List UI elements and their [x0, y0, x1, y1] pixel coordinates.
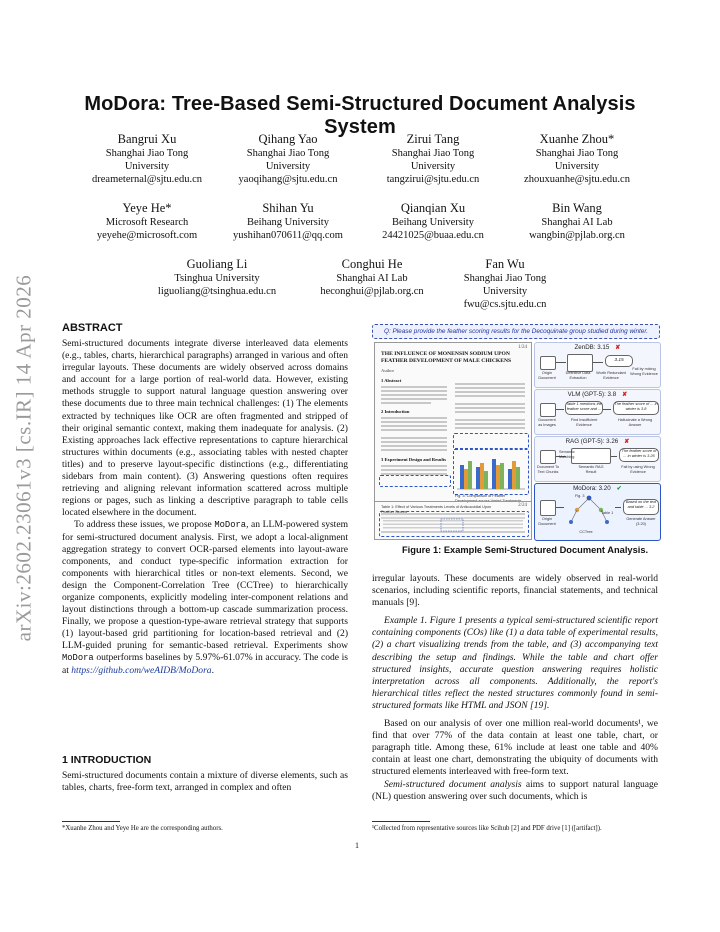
doc-text-line: [381, 429, 447, 431]
step-label: Document as Images: [538, 418, 556, 427]
emphasis-term: Semi-structured document analysis: [384, 778, 522, 790]
evidence-bubble: Table 1 mentions the feather score and ...: [565, 401, 603, 415]
doc-section: 1 Abstract: [381, 378, 402, 383]
doc-text-line: [455, 383, 525, 385]
abstract-heading: ABSTRACT: [62, 322, 123, 334]
author-block: [138, 257, 296, 298]
step-label: Worth Redundant Evidence: [596, 371, 626, 380]
arrow: [611, 456, 617, 457]
doc-page-divider: [375, 501, 531, 502]
document-thumbnail: [374, 342, 532, 540]
paper-title: MoDora: Tree-Based Semi-Structured Document Analysis System: [84, 93, 636, 138]
doc-page-number: 2/24: [518, 503, 527, 508]
answer-bubble: Based on the text and table ... 3.2: [623, 499, 659, 515]
author-email: fwu@cs.sjtu.edu.cn: [463, 299, 547, 310]
doc-text-line: [381, 386, 447, 388]
step-label: Generate Answer (3.20): [626, 517, 656, 526]
author-block: [72, 201, 222, 242]
check-icon: ✔: [616, 485, 622, 492]
author-email: zhouxuanhe@sjtu.edu.cn: [524, 174, 630, 185]
doc-text-line: [381, 421, 447, 423]
arrow: [556, 409, 564, 410]
author-affiliation: Shanghai Jiao Tong: [535, 148, 619, 159]
section-heading-introduction: 1 INTRODUCTION: [62, 754, 152, 766]
author-name: Qianqian Xu: [400, 201, 466, 215]
author-affiliation: Shanghai AI Lab: [336, 273, 408, 284]
code-link[interactable]: https://github.com/weAIDB/MoDora: [71, 664, 212, 676]
right-column-body: [372, 573, 658, 803]
author-block: [368, 132, 498, 186]
doc-text-line: [381, 417, 447, 419]
doc-text-line: [381, 437, 447, 439]
doc-text-line: [381, 445, 447, 447]
step-label: Document To Text Chunks: [536, 465, 560, 474]
panel-title-text: MoDora: 3.20: [573, 485, 611, 492]
doc-text-line: [455, 419, 525, 421]
arrow: [603, 409, 611, 410]
system-name: MoDora: [214, 520, 247, 531]
page-number: 1: [355, 841, 359, 850]
doc-text-line: [455, 423, 525, 425]
step-label: Fail by mixing Wrong Evidence: [630, 367, 658, 376]
panel-vlm: [534, 389, 661, 435]
abstract-text: .: [211, 664, 214, 676]
author-email: 24421025@buaa.edu.cn: [382, 230, 484, 241]
doc-text-line: [381, 469, 447, 471]
answer-bubble: The feather score of ... in winter is 3.8: [613, 401, 659, 415]
author-name: Fan Wu: [485, 257, 525, 271]
figure-question: Q: Please provide the feather scoring results for the Decoquinate group studied during winter.: [372, 324, 660, 339]
step-label: Fail by using Wrong Evidence: [621, 465, 655, 474]
example-paragraph: Example 1. Figure 1 presents a typical semi-structured scientific report containing components (COs) like (1) a data table of experimental results, (2) a chart visualizing trends from the table, and (3) accompanying text describing the setup and findings. While the table and chart offer structured insights, accurate question answering requires holistic interpretation across all components. Additionally, the report's hierarchical titles reflect the nested structures commonly found in semi-structured formats like HTML and JSON [19].: [372, 615, 658, 711]
author-affiliation: University: [124, 161, 170, 172]
doc-title: THE INFLUENCE OF MONENSIN SODIUM UPON FEATHER DEVELOPMENT OF MALE CHICKENS: [381, 351, 512, 364]
author-affiliation: University: [482, 286, 528, 297]
author-name: Conghui He: [341, 257, 403, 271]
step-label: Origin Document: [538, 517, 556, 526]
document-icon: [540, 356, 556, 370]
abstract-paragraph: [62, 519, 348, 676]
doc-text-line: [455, 411, 525, 413]
author-name: Yeye He*: [122, 201, 172, 215]
answer-bubble: The feather score of ... in winter is 3.26: [619, 448, 659, 462]
author-email: tangzirui@sjtu.edu.cn: [386, 174, 480, 185]
tree-icon: [567, 354, 593, 372]
body-paragraph: [372, 779, 658, 803]
panel-rag: [534, 436, 661, 482]
figure-caption: Figure 1: Example Semi-Structured Document Analysis.: [402, 545, 649, 555]
doc-text-line: [455, 403, 525, 405]
panel-modora: [534, 483, 661, 541]
doc-text-line: [455, 387, 525, 389]
node-label: Fig. 3: [575, 494, 585, 498]
author-affiliation: Shanghai Jiao Tong: [463, 273, 547, 284]
author-affiliation: University: [554, 161, 600, 172]
doc-text-line: [381, 465, 447, 467]
panel-title: [535, 344, 660, 351]
doc-text-line: [381, 425, 447, 427]
figure-1: [372, 324, 660, 540]
doc-highlight: [453, 449, 529, 495]
node-label: Table 1: [601, 511, 614, 515]
arrow: [593, 362, 603, 363]
step-label: Find Insufficient Evidence: [570, 418, 598, 427]
retrieval-icon: [571, 448, 611, 464]
doc-figure-caption: Fig. 3: Comparison of Feather Development across Varied Treatments.: [455, 494, 523, 503]
author-affiliation: Beihang University: [392, 217, 474, 228]
doc-text-line: [381, 402, 431, 404]
doc-text-line: [381, 394, 447, 396]
author-block: [358, 201, 508, 242]
doc-text-line: [381, 390, 447, 392]
author-email: heconghui@pjlab.org.cn: [320, 286, 424, 297]
cross-icon: ✘: [624, 438, 630, 445]
step-label: CCTree: [579, 530, 593, 534]
panel-title: [535, 438, 660, 445]
arxiv-stamp: [4, 258, 44, 658]
panel-title-text: RAG (GPT-5): 3.26: [565, 438, 619, 445]
author-name: Xuanhe Zhou*: [539, 132, 615, 146]
author-affiliation: Shanghai Jiao Tong: [246, 148, 330, 159]
intro-body: [62, 770, 348, 794]
doc-text-line: [381, 449, 447, 451]
author-name: Zirui Tang: [406, 132, 460, 146]
abstract-text: outperforms baselines by 5.97%-61.07% in accuracy. The code is at: [62, 652, 348, 676]
footnote-corresponding: *Xuanhe Zhou and Yeye He are the corresponding authors.: [62, 825, 223, 832]
doc-text-line: [381, 398, 447, 400]
doc-text-line: [455, 427, 525, 429]
author-name: Bin Wang: [552, 201, 602, 215]
doc-section: 2 Introduction: [381, 409, 410, 414]
document-icon: [540, 500, 556, 516]
panel-title-text: VLM (GPT-5): 3.8: [567, 391, 617, 398]
author-name: Shihan Yu: [262, 201, 314, 215]
author-block: [223, 132, 353, 186]
cross-icon: ✘: [615, 344, 621, 351]
doc-text-line: [455, 407, 525, 409]
abstract-paragraph: Semi-structured documents integrate diverse interleaved data elements (e.g., tables, charts, hierarchical paragraphs) arranged in various and often irregular layouts. These documents are widely observed across domains and account for a large portion of real-world data. However, existing methods struggle to support natural language question answering over these documents due to three main technical challenges: (1) The elements extracted by techniques like OCR are often fragmented and stripped of their original semantic context, making them inadequate for analysis. (2) Existing approaches lack effective representations to capture hierarchical structures within documents (e.g., associating tables with nested chapter titles) and to preserve layout-specific distinctions (e.g., differentiating sidebars from main content). (3) Answering questions often requires retrieving and aligning relevant information scattered across multiple regions or pages, such as linking a descriptive paragraph to table cells located elsewhere in the document.: [62, 338, 348, 519]
author-block: [440, 257, 570, 311]
author-name: Guoliang Li: [186, 257, 248, 271]
arrow: [615, 507, 621, 508]
intro-paragraph: Semi-structured documents contain a mixture of diverse elements, such as tables, charts, free-form text, arranged in complex and often: [62, 770, 348, 794]
doc-text-line: [381, 441, 447, 443]
body-paragraph: irregular layouts. These documents are widely observed in real-world scenarios, including scientific reports, financial statements, and technical manuals [9].: [372, 573, 658, 609]
body-text: aims to support natural language (NL) question answering over such documents, which is: [372, 778, 658, 802]
author-affiliation: Shanghai Jiao Tong: [391, 148, 475, 159]
doc-highlight: [453, 433, 529, 449]
arxiv-stamp-text: arXiv:2602.23061v3 [cs.IR] 14 Apr 2026: [11, 274, 36, 642]
panel-title: [535, 391, 660, 398]
author-email: wangbin@pjlab.org.cn: [529, 230, 625, 241]
footnote-rule: [372, 821, 430, 822]
doc-text-line: [455, 395, 525, 397]
abstract-body: [62, 338, 348, 677]
panel-title-text: ZenDB: 3.15: [574, 344, 610, 351]
footnote-rule: [62, 821, 120, 822]
author-name: Bangrui Xu: [117, 132, 177, 146]
author-email: dreameternal@sjtu.edu.cn: [92, 174, 202, 185]
author-block: [502, 201, 652, 242]
author-email: yaoqihang@sjtu.edu.cn: [238, 174, 338, 185]
doc-table-caption: Table 1: Effect of Various Treatments Levels of Anticoccidial Upon Feather Scores: [381, 505, 492, 514]
body-paragraph: Based on our analysis of over one million real-world documents¹, we find that over 77% of the data contain at least one table, chart, or paragraph title. Among these, 61% include at least one table and 40% contain at least one chart, demonstrating the ubiquity of documents with structured elements interleaved with free-form text.: [372, 718, 658, 778]
author-block: [512, 132, 642, 186]
author-email: yushihan070611@qq.com: [233, 230, 343, 241]
footnote-data-sources: ¹Collected from representative sources like Scihub [2] and PDF drive [1] ([artifact]).: [372, 825, 602, 832]
author-block: [293, 257, 451, 298]
author-name: Qihang Yao: [258, 132, 318, 146]
author-affiliation: Tsinghua University: [174, 273, 260, 284]
doc-section: 3 Experiment Design and Results: [381, 457, 447, 462]
doc-author: Author: [381, 368, 395, 373]
panel-zendb: [534, 342, 661, 388]
author-block: [213, 201, 363, 242]
image-icon: [540, 403, 556, 417]
doc-table: [381, 513, 525, 533]
author-affiliation: Shanghai AI Lab: [541, 217, 613, 228]
author-affiliation: University: [265, 161, 311, 172]
system-name: MoDora: [62, 653, 94, 664]
author-affiliation: University: [410, 161, 456, 172]
step-label: Semantic RAG Result: [578, 465, 604, 474]
chunks-icon: [540, 450, 556, 464]
step-label: Hallucinate a Wrong Answer: [617, 418, 653, 427]
author-email: liguoliang@tsinghua.edu.cn: [157, 286, 277, 297]
answer-bubble: 3.15: [605, 355, 633, 367]
author-affiliation: Microsoft Research: [105, 217, 189, 228]
cross-icon: ✘: [622, 391, 628, 398]
abstract-text: To address these issues, we propose: [74, 519, 215, 531]
author-affiliation: Beihang University: [247, 217, 329, 228]
arrow: [556, 507, 564, 508]
author-email: yeyehe@microsoft.com: [96, 230, 198, 241]
doc-page-number: 1/24: [518, 345, 527, 350]
arrow: [556, 362, 566, 363]
panel-title: [535, 485, 660, 492]
doc-text-line: [455, 391, 525, 393]
step-label: Semantic Matching: [559, 450, 575, 459]
abstract-text: , an LLM-powered system for semi-structured document analysis. First, we adopt a local-alignment aggregation strategy to convert OCR-parsed elements into layout-aware components, and conduct type-specific information extraction for components with hierarchical titles or non-text elements. Second, we design the Component-Correlation Tree (CCTree) to hierarchically organize components, explicitly modeling inter-component relations and layout distinctions through a bottom-up cascade summarization process. Finally, we propose a question-type-aware retrieval strategy that supports (1) layout-based grid partitioning for location-based retrieval and (2) LLM-guided pruning for semantic-based retrieval. Experiments show: [62, 519, 348, 652]
author-affiliation: Shanghai Jiao Tong: [105, 148, 189, 159]
author-block: [82, 132, 212, 186]
doc-highlight: [379, 475, 451, 487]
step-label: Definitive Data Extraction: [565, 371, 591, 380]
step-label: Origin Document: [538, 371, 556, 380]
